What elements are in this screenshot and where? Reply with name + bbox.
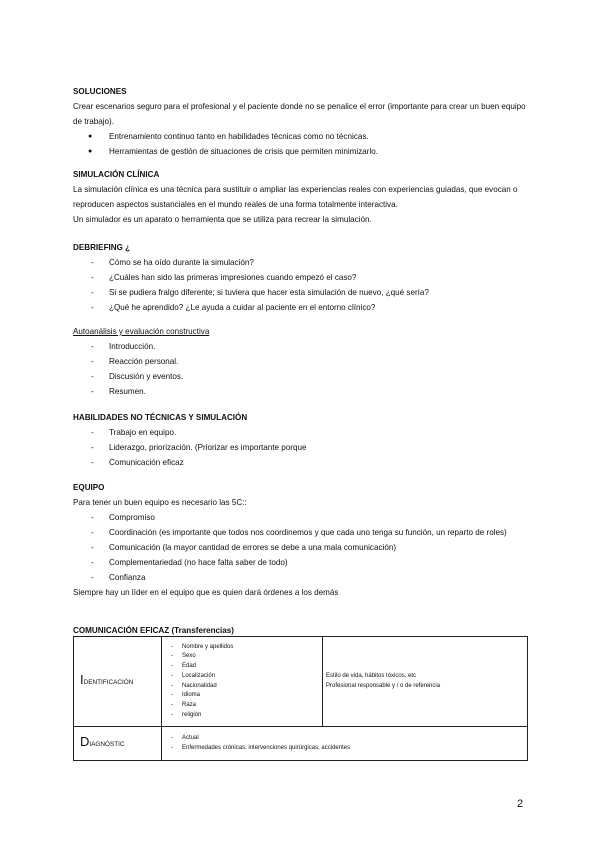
list-item: - Coordinación (es importante que todos nos coordinemos y que cada uno tenga su función, un reparto de roles) — [73, 525, 533, 540]
list-item: - religión — [168, 711, 318, 721]
paragraph: Crear escenarios seguro para el profesional y el paciente donde no se penalice el error (importante para crear un buen equipo de trabajo). — [73, 102, 526, 126]
section-equipo — [73, 480, 533, 600]
list-item: ● Herramientas de gestión de situaciones de crisis que permiten minimizarlo. — [73, 144, 533, 159]
list-item: - Raza — [168, 701, 318, 711]
section-title: EQUIPO — [73, 483, 105, 492]
list-item: - Localización — [168, 672, 318, 682]
list-item: - Enfermedades crónicas, intervenciones quirúrgicas, accidentes — [168, 744, 523, 754]
table-row — [74, 727, 528, 761]
list-item: - Comunicación (la mayor cantidad de errores se debe a una mala comunicación) — [73, 540, 533, 555]
list-item: - Nombre y apellidos — [168, 643, 318, 653]
table-row — [74, 637, 528, 727]
list-item: - Complementariedad (no hace falta saber de todo) — [73, 555, 533, 570]
list-item: - Sexo — [168, 652, 318, 662]
table-cell — [162, 727, 528, 761]
section-simulacion — [73, 167, 533, 227]
transfer-table — [73, 636, 528, 761]
page-number: 2 — [517, 798, 524, 810]
list-item: - Compromiso — [73, 510, 533, 525]
list-item: - Discusión y eventos. — [73, 369, 533, 384]
section-soluciones — [73, 84, 533, 159]
list-item: - Edad — [168, 662, 318, 672]
paragraph: Un simulador es un aparato o herramienta que se utiliza para recrear la simulación. — [73, 215, 372, 224]
list-item: - Cómo se ha oído durante la simulación? — [73, 255, 533, 270]
list-item: - Introducción. — [73, 339, 533, 354]
section-title: SOLUCIONES — [73, 87, 127, 96]
section-habilidades — [73, 410, 533, 470]
cell-text: Estilo de vida, hábitos tóxicos, etc — [326, 672, 417, 679]
list-item: - ¿Cuáles han sido las primeras impresiones cuando empezó el caso? — [73, 270, 533, 285]
row-label-identificacion: IDENTIFICACIÓN — [74, 637, 162, 727]
list-item: - Confianza — [73, 570, 533, 585]
row-label-diagnostico: DIAGNÓSTIC — [74, 727, 162, 761]
section-debriefing — [73, 240, 533, 315]
dash-list — [73, 339, 533, 399]
table-cell — [162, 637, 323, 727]
bullet-list — [73, 129, 533, 159]
section-title: COMUNICACIÓN EFICAZ (Transferencias) — [73, 626, 234, 635]
paragraph: Siempre hay un líder en el equipo que es quien dará órdenes a los demás — [73, 588, 339, 597]
list-item: - Reacción personal. — [73, 354, 533, 369]
dash-list — [73, 425, 533, 470]
paragraph: La simulación clínica es una técnica para sustituir o ampliar las experiencias reales con experiencias guiadas, que evocan o reproducen aspectos sustanciales en el mundo reales de una forma totalmente interactiva. — [73, 185, 518, 209]
table-cell — [323, 637, 528, 727]
list-item: - Actual — [168, 734, 523, 744]
dash-list — [73, 255, 533, 315]
list-item: - Idioma — [168, 691, 318, 701]
dash-list — [168, 643, 318, 721]
dash-list — [73, 510, 533, 585]
list-item: - ¿Qué he aprendido? ¿Le ayuda a cuidar al paciente en el entorno clínico? — [73, 300, 533, 315]
dash-list — [168, 734, 523, 753]
list-item: - Comunicación eficaz — [73, 455, 533, 470]
list-item: - Si se pudiera fralgo diferente; si tuviera que hacer esta simulación de nuevo, ¿qué sería? — [73, 285, 533, 300]
section-title: SIMULACIÓN CLÍNICA — [73, 170, 160, 179]
section-title: Autoanálisis y evaluación constructiva — [73, 327, 210, 336]
section-autoanalisis — [73, 324, 533, 399]
list-item: ● Entrenamiento continuo tanto en habilidades técnicas como no técnicas. — [73, 129, 533, 144]
list-item: - Resumen. — [73, 384, 533, 399]
cell-text: Profesional responsable y / o de referencia — [326, 682, 441, 689]
paragraph: Para tener un buen equipo es necesario las 5C:: — [73, 498, 247, 507]
list-item: - Nacionalidad — [168, 682, 318, 692]
list-item: - Liderazgo, priorización. (Priorizar es importante porque — [73, 440, 533, 455]
section-title: HABILIDADES NO TÉCNICAS Y SIMULACIÓN — [73, 413, 248, 422]
section-title: DEBRIEFING ¿ — [73, 243, 131, 252]
list-item: - Trabajo en equipo. — [73, 425, 533, 440]
